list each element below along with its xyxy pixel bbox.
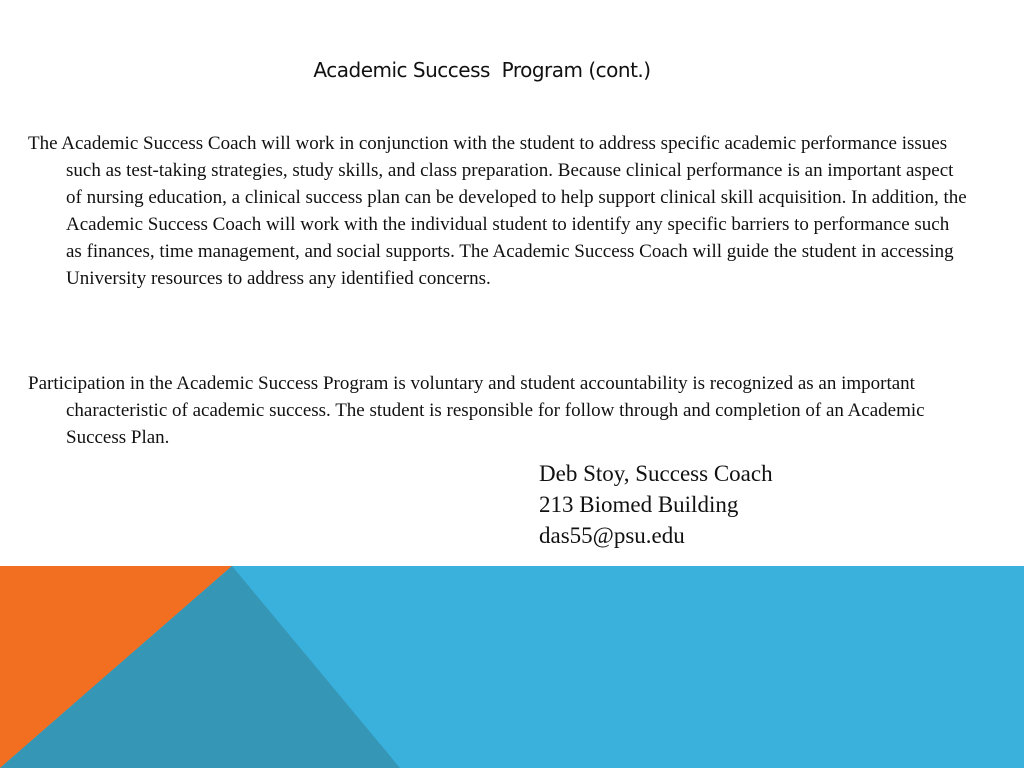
body-paragraph-participation: Participation in the Academic Success Program is voluntary and student accountability is recognized as an important characteristic of academic success. The student is responsible for follow through and completion of an Academic Success Plan.	[28, 373, 925, 448]
contact-email: das55@psu.edu	[539, 523, 685, 548]
contact-location: 213 Biomed Building	[539, 492, 739, 517]
contact-block	[539, 458, 773, 551]
slide-title: Academic Success Program (cont.)	[313, 58, 651, 82]
body-paragraph-coach-role: The Academic Success Coach will work in conjunction with the student to address specific academic performance issues such as test-taking strategies, study skills, and class preparation. Because clinical performance is an important aspect of nursing education, a clinical success plan can be developed to help support clinical skill acquisition. In addition, the Academic Success Coach will work with the individual student to identify any specific barriers to performance such as finances, time management, and social supports. The Academic Success Coach will guide the student in accessing University resources to address any identified concerns.	[28, 133, 967, 289]
footer-decoration	[0, 566, 1024, 768]
contact-name: Deb Stoy, Success Coach	[539, 461, 773, 486]
